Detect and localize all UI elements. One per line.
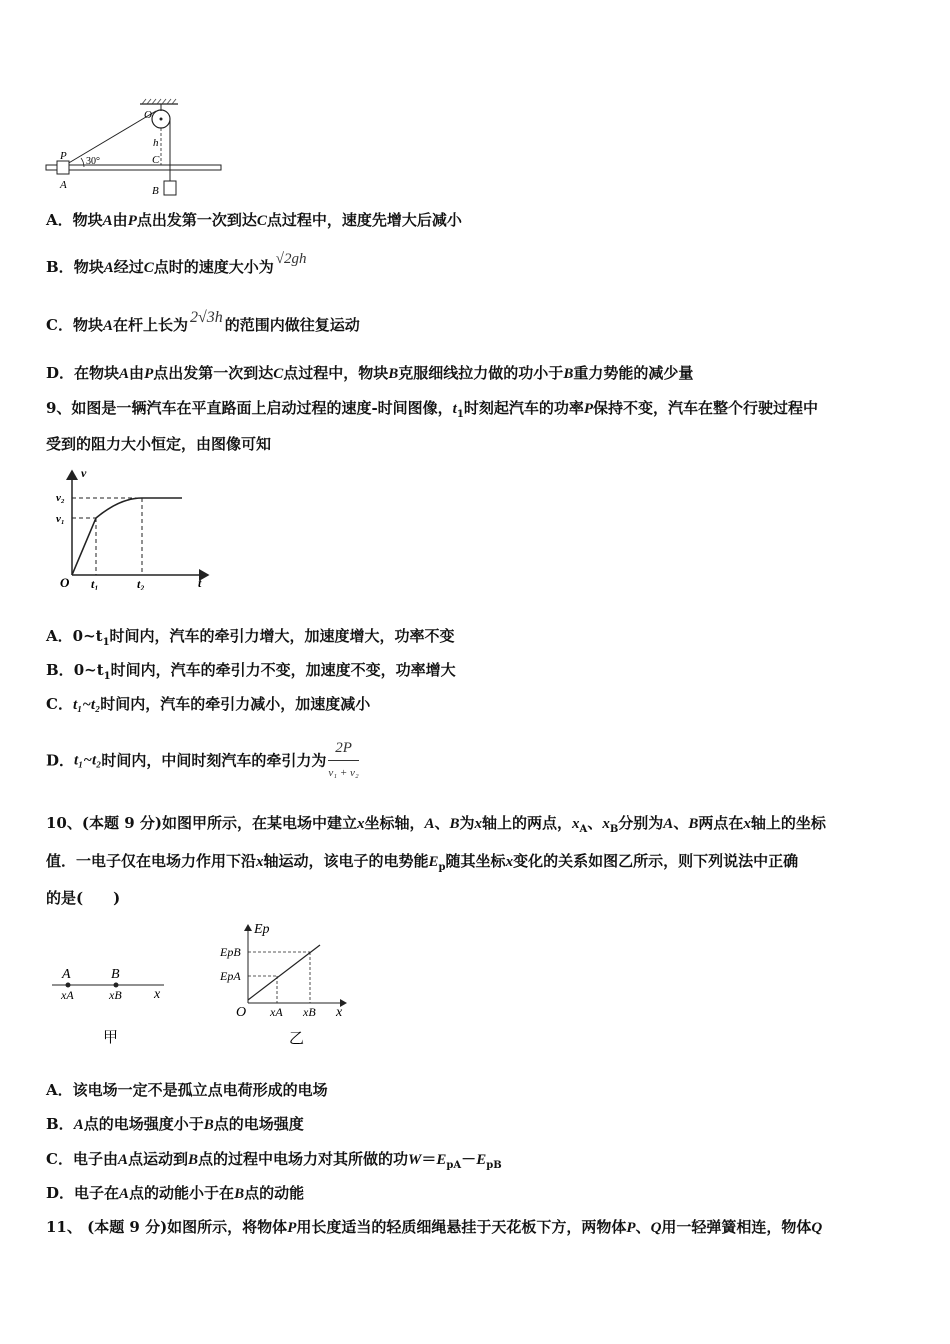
label-v: v xyxy=(81,466,87,480)
q10-stem-line2: 值．一电子仅在电场力作用下沿x轴运动，该电子的电势能$E_p$随其坐标x变化的关系如图乙所示，则下列说法中正确 xyxy=(46,852,799,873)
q10-stem-line3: 的是( ) xyxy=(46,889,121,907)
velocity-time-graph xyxy=(50,465,215,590)
yi-label-Ep: Ep xyxy=(254,922,270,937)
yi-label-EpB: EpB xyxy=(220,945,241,959)
jia-label-xB: xB xyxy=(109,988,122,1002)
label-t2: t₂ xyxy=(137,577,145,590)
q9-option-a: A．$0\sim t_1$时间内，汽车的牵引力增大，加速度增大，功率不变 xyxy=(46,627,455,648)
jia-label-A: A xyxy=(62,967,71,982)
label-B: B xyxy=(152,185,159,197)
q9-option-b: B．$0\sim t_1$时间内，汽车的牵引力不变，加速度不变，功率增大 xyxy=(46,661,456,682)
q9-option-d: D．t₁~t₂时间内，中间时刻汽车的牵引力为 $\frac{2P}{\text{v₁ + v₂}}$ xyxy=(46,738,359,783)
q8-option-c: C．物块A在杆上长为 2√3h 的范围内做往复运动 xyxy=(46,309,360,334)
yi-label-origin: O xyxy=(236,1005,247,1020)
label-h: h xyxy=(153,137,159,149)
q11-stem-line1: 11、 (本题 9 分)如图所示，将物体P用长度适当的轻质细绳悬挂于天花板下方，两物体P、Q用一轻弹簧相连，物体Q xyxy=(46,1218,823,1236)
q10-option-c: C．电子由A点运动到B点的过程中电场力对其所做的功$W=E_{pA}-E_{pB}$ xyxy=(46,1150,502,1171)
fraction-2p-over-v1-v2: $\frac{2P}{\text{v₁ + v₂}}$ xyxy=(328,740,359,779)
q10-stem-line1: 10、(本题 9 分)如图甲所示，在某电场中建立x坐标轴，A、B为x轴上的两点，$x_A$、$x_B$分别为A、B两点在x轴上的坐标 xyxy=(46,814,826,835)
label-C: C xyxy=(152,154,160,166)
yi-label-EpA: EpA xyxy=(220,969,241,983)
label-t: t xyxy=(198,576,202,590)
jia-label-x: x xyxy=(154,987,161,1002)
math-sqrt-2gh: √2gh xyxy=(275,251,307,267)
jia-caption: 甲 xyxy=(103,1030,119,1046)
jia-label-xA: xA xyxy=(61,988,74,1002)
pulley-figure xyxy=(40,98,230,200)
q8-option-a: A．物块A由P点出发第一次到达C点过程中，速度先增大后减小 xyxy=(46,211,462,229)
yi-label-xA: xA xyxy=(270,1005,283,1019)
q8-option-d: D．在物块A由P点出发第一次到达C点过程中，物块B克服细线拉力做的功小于B重力势能的减少量 xyxy=(46,364,694,382)
label-origin: O xyxy=(60,575,70,590)
label-angle: 30° xyxy=(86,156,100,167)
label-t1: t₁ xyxy=(91,577,99,590)
label-v1: v₁ xyxy=(56,513,65,525)
q8-option-b: B．物块A经过C点时的速度大小为 √2gh xyxy=(46,251,307,276)
yi-label-x: x xyxy=(336,1005,343,1020)
figure-yi xyxy=(218,915,358,1050)
jia-label-B: B xyxy=(111,967,120,982)
label-v2: v₂ xyxy=(56,492,65,504)
label-A: A xyxy=(60,179,67,191)
yi-label-xB: xB xyxy=(303,1005,316,1019)
math-2sqrt3h: 2√3h xyxy=(190,309,223,326)
q9-option-c: C．t₁~t₂时间内，汽车的牵引力减小，加速度减小 xyxy=(46,695,371,713)
q9-stem-line1: 9、如图是一辆汽车在平直路面上启动过程的速度-时间图像，$t_1$时刻起汽车的功率P保持不变，汽车在整个行驶过程中 xyxy=(46,399,819,420)
yi-caption: 乙 xyxy=(289,1031,305,1047)
figure-jia xyxy=(46,960,176,1050)
q10-option-b: B．A点的电场强度小于B点的电场强度 xyxy=(46,1115,304,1133)
q10-option-a: A．该电场一定不是孤立点电荷形成的电场 xyxy=(46,1081,328,1099)
label-P: P xyxy=(60,150,67,162)
q10-option-d: D．电子在A点的动能小于在B点的动能 xyxy=(46,1184,305,1202)
q9-stem-line2: 受到的阻力大小恒定，由图像可知 xyxy=(46,435,272,453)
label-O: O xyxy=(144,109,152,121)
